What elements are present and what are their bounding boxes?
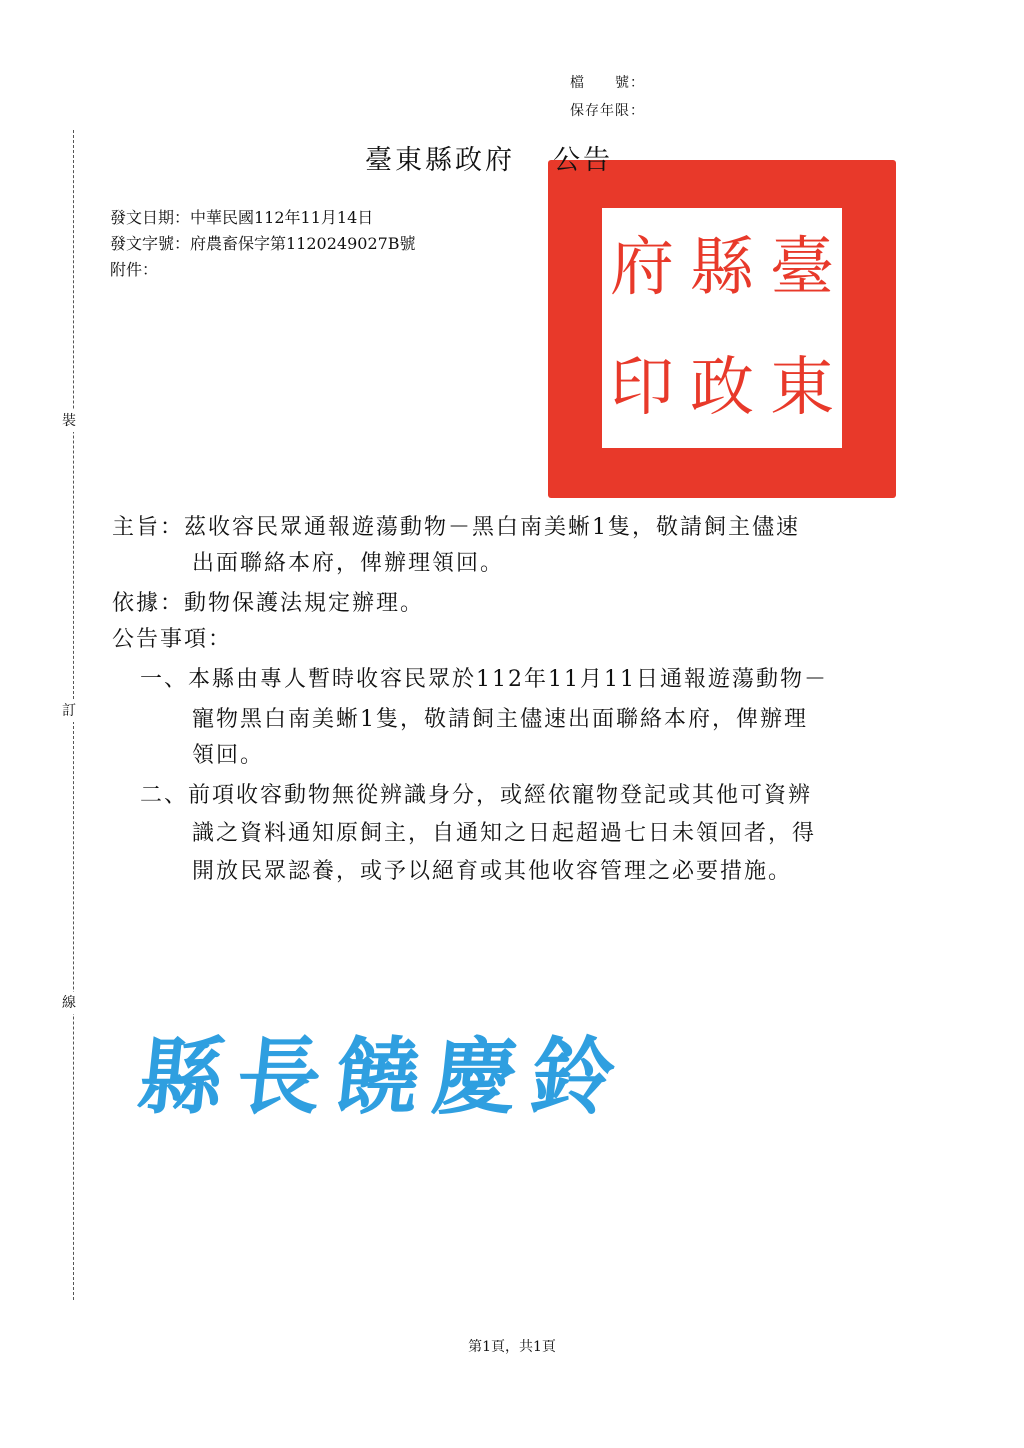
seal-char: 臺 xyxy=(770,231,834,305)
item-1-line-2: 寵物黑白南美蜥1隻，敬請飼主儘速出面聯絡本府，俾辦理 xyxy=(192,707,808,732)
file-number-label: 檔 號： xyxy=(570,75,645,91)
document-number: 發文字號：府農畜保字第1120249027B號 xyxy=(110,234,416,253)
seal-char: 縣 xyxy=(690,231,754,305)
binding-char-1: 裝 xyxy=(62,410,76,432)
retention-label: 保存年限： xyxy=(570,103,645,119)
page-number: 第1頁，共1頁 xyxy=(468,1339,556,1355)
binding-char-3: 線 xyxy=(62,992,76,1014)
item-2-line-2: 識之資料通知原飼主，自通知之日起超過七日未領回者，得 xyxy=(192,821,817,846)
subject-line-2: 出面聯絡本府，俾辦理領回。 xyxy=(192,551,505,576)
binding-char-2: 訂 xyxy=(62,700,76,722)
item-1-line-1: 一、本縣由專人暫時收容民眾於112年11月11日通報遊蕩動物－ xyxy=(140,667,828,692)
seal-char: 政 xyxy=(690,351,754,425)
basis: 依據：動物保護法規定辦理。 xyxy=(112,591,425,616)
mayor-signature: 縣長饒慶鈴 xyxy=(134,1028,635,1126)
item-2-line-1: 二、前項收容動物無從辨識身分，或經依寵物登記或其他可資辨 xyxy=(140,783,813,808)
items-heading: 公告事項： xyxy=(112,627,233,652)
seal-inner xyxy=(602,208,842,448)
subject-line-1: 主旨：茲收容民眾通報遊蕩動物－黑白南美蜥1隻，敬請飼主儘速 xyxy=(112,515,800,540)
issue-date: 發文日期：中華民國112年11月14日 xyxy=(110,208,374,227)
item-2-line-3: 開放民眾認養，或予以絕育或其他收容管理之必要措施。 xyxy=(192,859,793,884)
seal-char: 府 xyxy=(610,231,674,305)
item-1-line-3: 領回。 xyxy=(192,743,265,768)
agency-name: 臺東縣政府 xyxy=(365,145,515,176)
seal-char: 東 xyxy=(770,351,834,425)
seal-char: 印 xyxy=(610,351,674,425)
official-seal xyxy=(548,160,896,498)
attachment-label: 附件： xyxy=(110,260,159,279)
document-type: 公告 xyxy=(553,145,613,176)
document-title xyxy=(365,138,613,177)
